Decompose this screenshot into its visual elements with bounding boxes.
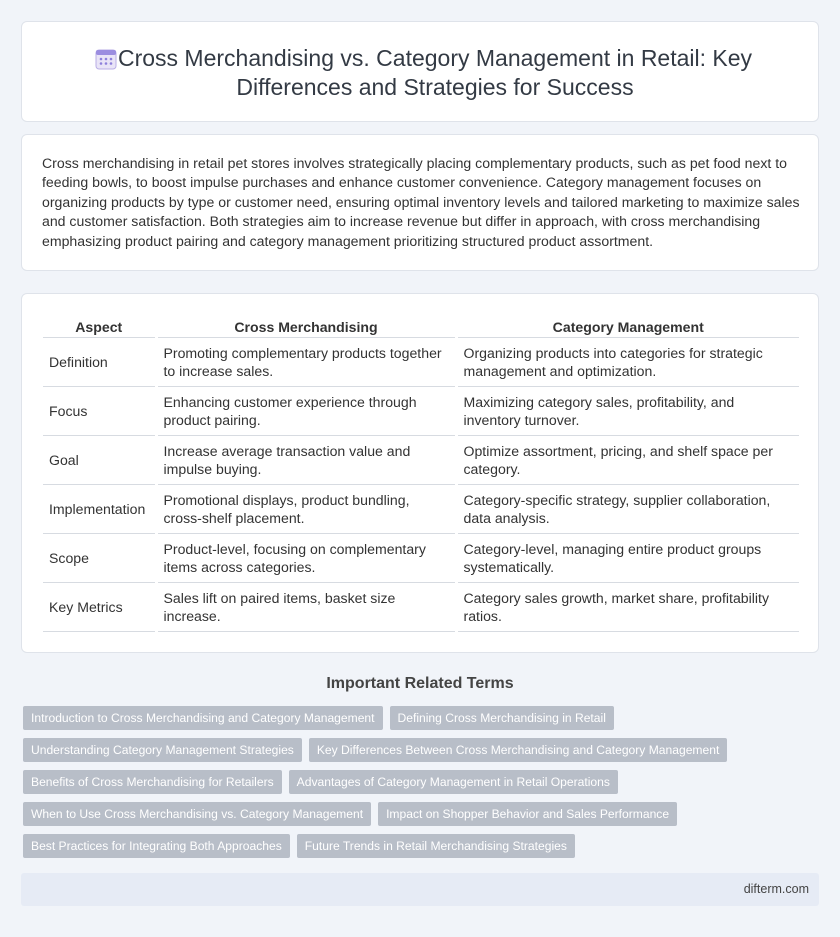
cell-cross: Enhancing customer experience through product pairing. xyxy=(156,386,456,435)
related-term-link[interactable]: Introduction to Cross Merchandising and Category Management xyxy=(23,706,383,730)
table-row xyxy=(43,582,799,631)
comparison-card xyxy=(21,293,819,653)
cell-cross: Promoting complementary products together to increase sales. xyxy=(156,337,456,386)
table-row xyxy=(43,533,799,582)
header-cross-merchandising: Cross Merchandising xyxy=(156,316,456,337)
cell-aspect: Scope xyxy=(43,533,156,582)
related-term-link[interactable]: When to Use Cross Merchandising vs. Category Management xyxy=(23,802,371,826)
cell-aspect: Focus xyxy=(43,386,156,435)
related-term-link[interactable]: Future Trends in Retail Merchandising Strategies xyxy=(297,834,575,858)
footer-site-link[interactable]: difterm.com xyxy=(743,882,809,896)
table-row xyxy=(43,484,799,533)
cell-category: Category-level, managing entire product groups systematically. xyxy=(456,533,799,582)
header-category-management: Category Management xyxy=(456,316,799,337)
cell-aspect: Goal xyxy=(43,435,156,484)
cell-aspect: Implementation xyxy=(43,484,156,533)
cell-cross: Product-level, focusing on complementary items across categories. xyxy=(156,533,456,582)
cell-cross: Increase average transaction value and impulse buying. xyxy=(156,435,456,484)
related-term-link[interactable]: Understanding Category Management Strategies xyxy=(23,738,302,762)
related-term-link[interactable]: Key Differences Between Cross Merchandising and Category Management xyxy=(309,738,727,762)
title-card xyxy=(21,21,819,122)
cell-cross: Sales lift on paired items, basket size increase. xyxy=(156,582,456,631)
tag-row xyxy=(23,706,823,730)
related-term-link[interactable]: Impact on Shopper Behavior and Sales Performance xyxy=(378,802,677,826)
tag-row xyxy=(23,738,823,762)
table-row xyxy=(43,337,799,386)
related-terms-title: Important Related Terms xyxy=(326,675,514,692)
related-terms-list xyxy=(23,706,823,866)
intro-card xyxy=(21,134,819,271)
tag-row xyxy=(23,770,823,794)
related-term-link[interactable]: Advantages of Category Management in Retail Operations xyxy=(289,770,618,794)
cell-aspect: Key Metrics xyxy=(43,582,156,631)
footer xyxy=(21,873,819,906)
cell-category: Maximizing category sales, profitability, and inventory turnover. xyxy=(456,386,799,435)
tag-row xyxy=(23,834,823,858)
comparison-table xyxy=(43,316,799,632)
related-term-link[interactable]: Defining Cross Merchandising in Retail xyxy=(390,706,614,730)
cell-category: Organizing products into categories for strategic management and optimization. xyxy=(456,337,799,386)
related-term-link[interactable]: Best Practices for Integrating Both Approaches xyxy=(23,834,290,858)
table-header-row xyxy=(43,316,799,337)
cell-aspect: Definition xyxy=(43,337,156,386)
cell-category: Category-specific strategy, supplier collaboration, data analysis. xyxy=(456,484,799,533)
page-title: Cross Merchandising vs. Category Management in Retail: Key Differences and Strategies for Success xyxy=(117,45,753,100)
cell-cross: Promotional displays, product bundling, cross-shelf placement. xyxy=(156,484,456,533)
header-aspect: Aspect xyxy=(43,316,156,337)
cell-category: Category sales growth, market share, profitability ratios. xyxy=(456,582,799,631)
cell-category: Optimize assortment, pricing, and shelf space per category. xyxy=(456,435,799,484)
table-row xyxy=(43,435,799,484)
tag-row xyxy=(23,802,823,826)
related-term-link[interactable]: Benefits of Cross Merchandising for Retailers xyxy=(23,770,282,794)
table-row xyxy=(43,386,799,435)
intro-paragraph: Cross merchandising in retail pet stores involves strategically placing complementary products, such as pet food next to feeding bowls, to boost impulse purchases and enhance customer convenience. Category management focuses on organizing products by type or customer need, ensuring optimal inventory levels and tailored marketing to maximize sales and customer satisfaction. Both strategies aim to increase revenue but differ in approach, with cross merchandising emphasizing product pairing and category management prioritizing structured product assortment. xyxy=(42,155,800,249)
